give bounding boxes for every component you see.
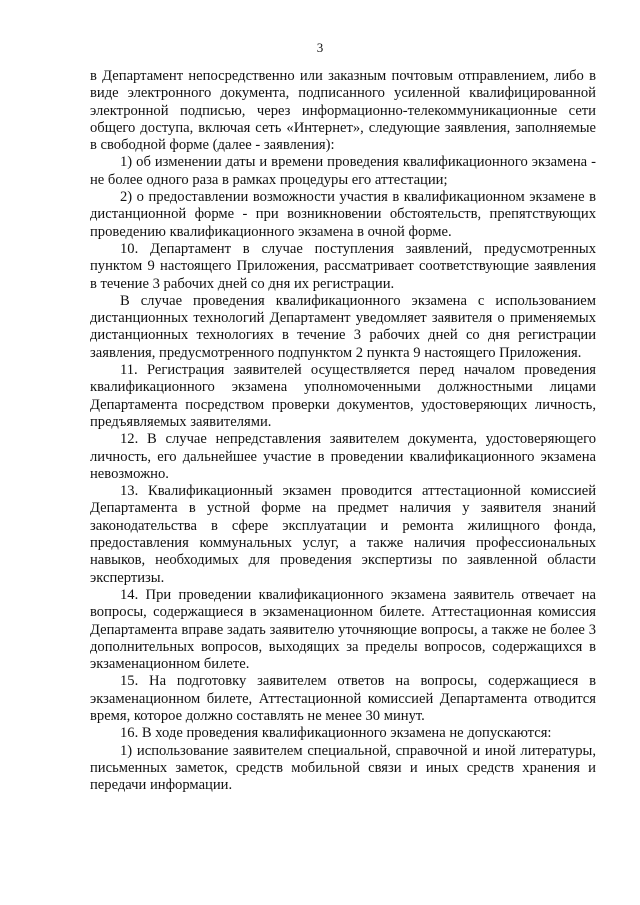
paragraph-item-2-remote-form: 2) о предоставлении возможности участия в квалификационном экзамене в дистанционной форме - при возникновении обстоятельств, препятствующих проведению квалификационного экзамена в очной форме. — [90, 189, 596, 240]
document-body — [90, 68, 596, 794]
paragraph-11: 11. Регистрация заявителей осуществляется перед началом проведения квалификационного экзамена уполномоченными должностными лицами Департамента посредством проверки документов, удостоверяющих личность, предъявляемых заявителями. — [90, 362, 596, 430]
paragraph-14: 14. При проведении квалификационного экзамена заявитель отвечает на вопросы, содержащиеся в экзаменационном билете. Аттестационная комиссия Департамента вправе задать заявителю уточняющие вопросы, а также не более 3 дополнительных вопросов, выходящих за пределы вопросов, содержащихся в экзаменационном билете. — [90, 586, 596, 673]
paragraph-15: 15. На подготовку заявителем ответов на вопросы, содержащиеся в экзаменационном билете, Аттестационной комиссией Департамента отводится время, которое должно составлять не менее 30 минут. — [90, 673, 596, 724]
paragraph-10: 10. Департамент в случае поступления заявлений, предусмотренных пунктом 9 настоящего Приложения, рассматривает соответствующие заявления в течение 3 рабочих дней со дня их регистрации. — [90, 240, 596, 292]
paragraph-13: 13. Квалификационный экзамен проводится аттестационной комиссией Департамента в устной форме на предмет наличия у заявителя знаний законодательства в сфере эксплуатации и ремонта жилищного фонда, предоставления коммунальных услуг, а также наличия профессиональных навыков, необходимых для проведения экспертизы по заявленной области экспертизы. — [90, 483, 596, 586]
paragraph-item-1-date-change: 1) об изменении даты и времени проведения квалификационного экзамена - не более одного раза в рамках процедуры его аттестации; — [90, 154, 596, 188]
paragraph-16: 16. В ходе проведения квалификационного экзамена не допускаются: — [120, 725, 552, 742]
paragraph-continuation: в Департамент непосредственно или заказным почтовым отправлением, либо в виде электронного документа, подписанного усиленной квалифицированной электронной подписью, через информационно-телекоммуникационные сети общего доступа, включая сеть «Интернет», следующие заявления, заполняемые в свободной форме (далее - заявления): — [90, 68, 596, 154]
page-number: 3 — [316, 40, 324, 55]
paragraph-16-item-1: 1) использование заявителем специальной, справочной и иной литературы, письменных заметок, средств мобильной связи и иных средств хранения и передачи информации. — [90, 742, 596, 794]
paragraph-12: 12. В случае непредставления заявителем документа, удостоверяющего личность, его дальнейшее участие в проведении квалификационного экзамена невозможно. — [90, 431, 596, 482]
paragraph-10-remote-notice: В случае проведения квалификационного экзамена с использованием дистанционных технологий Департамент уведомляет заявителя о применяемых дистанционных технологиях в течение 3 рабочих дней со дня регистрации заявления, предусмотренного подпунктом 2 пункта 9 настоящего Приложения. — [90, 292, 596, 361]
